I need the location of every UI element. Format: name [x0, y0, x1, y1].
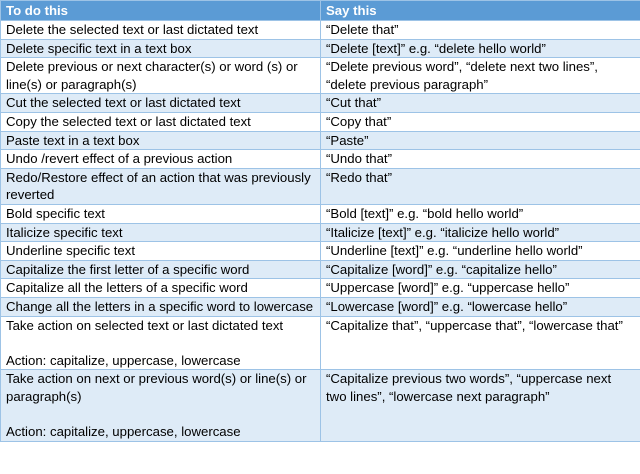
- action-cell: Underline specific text: [1, 242, 321, 261]
- command-cell: “Lowercase [word]” e.g. “lowercase hello”: [321, 297, 640, 316]
- action-text: Take action on next or previous word(s) or line(s) or paragraph(s): [6, 371, 307, 404]
- table-row: [1, 21, 640, 40]
- action-cell: Italicize specific text: [1, 223, 321, 242]
- action-cell: Cut the selected text or last dictated text: [1, 94, 321, 113]
- command-cell: “Capitalize [word]” e.g. “capitalize hello”: [321, 260, 640, 279]
- cell-spacer: [6, 334, 315, 352]
- command-cell: “Capitalize that”, “uppercase that”, “lowercase that”: [321, 316, 640, 370]
- action-cell: Delete previous or next character(s) or word (s) or line(s) or paragraph(s): [1, 58, 321, 94]
- command-cell: “Delete previous word”, “delete next two lines”, “delete previous paragraph”: [321, 58, 640, 94]
- table-row: [1, 297, 640, 316]
- action-cell: Undo /revert effect of a previous action: [1, 150, 321, 169]
- command-cell: “Underline [text]” e.g. “underline hello world”: [321, 242, 640, 261]
- action-cell: Redo/Restore effect of an action that was previously reverted: [1, 168, 321, 204]
- table-row: [1, 242, 640, 261]
- command-cell: “Redo that”: [321, 168, 640, 204]
- action-cell: Delete the selected text or last dictated text: [1, 21, 321, 40]
- action-cell: Paste text in a text box: [1, 131, 321, 150]
- command-cell: “Bold [text]” e.g. “bold hello world”: [321, 204, 640, 223]
- command-cell: “Delete that”: [321, 21, 640, 40]
- table-row: [1, 150, 640, 169]
- table-row: [1, 370, 640, 441]
- command-cell: “Cut that”: [321, 94, 640, 113]
- command-cell: “Uppercase [word]” e.g. “uppercase hello”: [321, 279, 640, 298]
- cell-spacer: [6, 405, 315, 423]
- command-cell: “Undo that”: [321, 150, 640, 169]
- table-row: [1, 58, 640, 94]
- action-note: Action: capitalize, uppercase, lowercase: [6, 352, 241, 368]
- header-row: [1, 1, 640, 21]
- command-cell: “Copy that”: [321, 112, 640, 131]
- command-cell: “Paste”: [321, 131, 640, 150]
- action-cell: Bold specific text: [1, 204, 321, 223]
- action-cell: Copy the selected text or last dictated text: [1, 112, 321, 131]
- action-cell: [1, 370, 321, 441]
- command-cell: “Capitalize previous two words”, “uppercase next two lines”, “lowercase next paragraph”: [321, 370, 640, 441]
- table-row: [1, 316, 640, 370]
- table-row: [1, 39, 640, 58]
- action-cell: Delete specific text in a text box: [1, 39, 321, 58]
- table-row: [1, 131, 640, 150]
- action-cell: Capitalize the first letter of a specific word: [1, 260, 321, 279]
- command-cell: “Delete [text]” e.g. “delete hello world”: [321, 39, 640, 58]
- action-cell: Change all the letters in a specific word to lowercase: [1, 297, 321, 316]
- table-row: [1, 279, 640, 298]
- command-cell: “Italicize [text]” e.g. “italicize hello world”: [321, 223, 640, 242]
- table-row: [1, 94, 640, 113]
- action-cell: Capitalize all the letters of a specific word: [1, 279, 321, 298]
- column-header-say: Say this: [321, 1, 640, 21]
- table-row: [1, 112, 640, 131]
- column-header-to-do: To do this: [1, 1, 321, 21]
- table-row: [1, 223, 640, 242]
- action-cell: [1, 316, 321, 370]
- action-note: Action: capitalize, uppercase, lowercase: [6, 424, 241, 440]
- table-row: [1, 204, 640, 223]
- table-row: [1, 260, 640, 279]
- action-text: Take action on selected text or last dictated text: [6, 317, 284, 333]
- table-row: [1, 168, 640, 204]
